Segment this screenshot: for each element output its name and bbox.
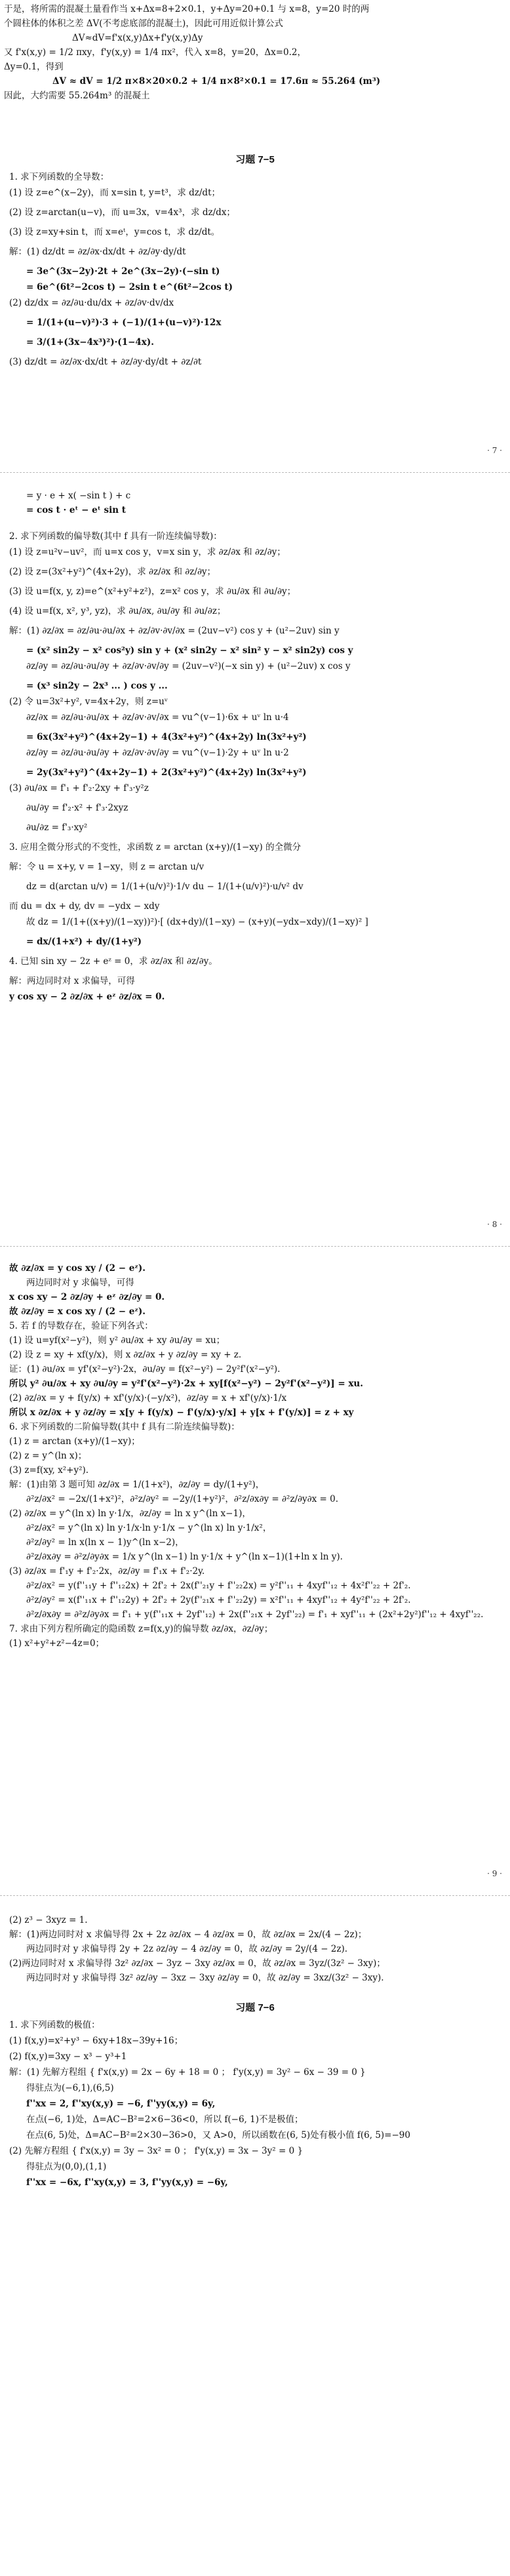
page-section-p9 [0, 1908, 510, 2576]
page-section-p8 [0, 1259, 510, 1908]
text-line: f''xx = −6x, f''xy(x,y) = 3, f''yy(x,y) = −6y, [26, 2177, 228, 2188]
text-line: dz = d(arctan u/v) = 1/(1+(u/v)²)·1/v du − 1/(1+(u/v)²)·u/v² dv [26, 881, 304, 892]
text-line: (2) z³ − 3xyz = 1. [9, 1915, 88, 1925]
text-line: 5. 若 f 的导数存在，验证下列各式： [9, 1321, 153, 1331]
text-line: ∂z/∂y = ∂z/∂u·∂u/∂y + ∂z/∂v·∂v/∂y = (2uv−v²)(−x sin y) + (u²−2uv) x cos y [26, 661, 351, 672]
text-line: 所以 x ∂z/∂x + y ∂z/∂y = x[y + f(y/x) − f'(y/x)·y/x] + y[x + f'(y/x)] = z + xy [9, 1407, 354, 1418]
text-line: ΔV≈dV=f'x(x,y)Δx+f'y(x,y)Δy [72, 33, 203, 43]
text-line: (2) f(x,y)=3xy − x³ − y³+1 [9, 2051, 127, 2062]
text-line: 7. 求由下列方程所确定的隐函数 z=f(x,y)的偏导数 ∂z/∂x，∂z/∂y； [9, 1624, 273, 1634]
text-line: 得驻点为(−6,1),(6,5) [26, 2083, 114, 2093]
text-line: y cos xy − 2 ∂z/∂x + eᶻ ∂z/∂x = 0. [9, 992, 165, 1002]
text-line: = 3/(1+(3x−4x³)²)·(1−4x). [26, 337, 154, 348]
text-line: 在点(−6, 1)处，Δ=AC−B²=2×6−36<0，所以 f(−6, 1)不是极值； [26, 2114, 304, 2125]
page-separator [0, 1895, 510, 1896]
text-line: 两边同时对 y 求偏导得 3z² ∂z/∂y − 3xz − 3xy ∂z/∂y = 0，故 ∂z/∂y = 3xz/(3z² − 3xy). [26, 1973, 384, 1983]
text-line: 故 ∂z/∂y = x cos xy / (2 − eᶻ). [9, 1306, 146, 1317]
text-line: = 3e^(3x−2y)·2t + 2e^(3x−2y)·(−sin t) [26, 266, 220, 277]
text-line: 在点(6, 5)处，Δ=AC−B²=2×30−36>0，又 A>0，所以函数在(6, 5)处有极小值 f(6, 5)=−90 [26, 2130, 410, 2141]
text-line: = 6e^(6t²−2cos t) − 2sin t e^(6t²−2cos t) [26, 282, 233, 292]
text-line: 解：(1) 先解方程组 { f'x(x,y) = 2x − 6y + 18 = 0 ； f'y(x,y) = 3y² − 6x − 39 = 0 } [9, 2067, 366, 2078]
text-line: ∂²z/∂x∂y = ∂²z/∂y∂x = 1/x y^(ln x−1) ln y·1/x + y^(ln x−1)(1+ln x ln y). [26, 1552, 343, 1562]
text-line: 又 f'x(x,y) = 1/2 πxy，f'y(x,y) = 1/4 πx²，代入 x=8，y=20，Δx=0.2， [4, 47, 306, 58]
page-section-p7 [0, 485, 510, 1259]
text-line: (2) 设 z=(3x²+y²)^(4x+2y)，求 ∂z/∂x 和 ∂z/∂y； [9, 567, 216, 577]
text-line: ∂z/∂y = ∂z/∂u·∂u/∂y + ∂z/∂v·∂v/∂y = vu^(v−1)·2y + uᵛ ln u·2 [26, 748, 289, 758]
text-line: 个圆柱体的体积之差 ΔV(不考虑底部的混凝土)，因此可用近似计算公式 [4, 18, 283, 29]
text-line: (1) z = arctan (x+y)/(1−xy)； [9, 1436, 140, 1447]
text-line: (3) 设 u=f(x, y, z)=e^(x²+y²+z²)，z=x² cos y，求 ∂u/∂x 和 ∂u/∂y； [9, 586, 296, 597]
text-line: f''xx = 2, f''xy(x,y) = −6, f''yy(x,y) = 6y, [26, 2099, 216, 2109]
text-line: (2) z = y^(ln x)； [9, 1451, 87, 1461]
text-line: = y · e + x( −sin t ) + c [26, 491, 131, 501]
text-line: (4) 设 u=f(x, x², y³, yz)，求 ∂u/∂x, ∂u/∂y 和 ∂u/∂z； [9, 606, 226, 616]
page-separator [0, 472, 510, 473]
text-line: 两边同时对 y 求偏导，可得 [26, 1278, 134, 1288]
text-line: = 6x(3x²+y²)^(4x+2y−1) + 4(3x²+y²)^(4x+2y) ln(3x²+y²) [26, 732, 307, 742]
text-line: 得驻点为(0,0),(1,1) [26, 2162, 107, 2172]
text-line: = (x² sin2y − x² cos²y) sin y + (x² sin2y − x² sin² y − x² sin2y) cos y [26, 645, 353, 656]
text-line: (1) 设 z=e^(x−2y)，而 x=sin t, y=t³，求 dz/dt； [9, 188, 220, 198]
text-line: (2) 设 z=arctan(u−v)，而 u=3x，v=4x³，求 dz/dx； [9, 207, 235, 218]
text-line: = cos t · eᵗ − eᵗ sin t [26, 505, 126, 515]
text-line: (2)两边同时对 x 求偏导得 3z² ∂z/∂x − 3yz − 3xy ∂z/∂x = 0，故 ∂z/∂x = 3yz/(3z² − 3xy)； [9, 1958, 385, 1969]
text-line: ∂²z/∂y² = x(f''₁₁x + f''₁₂2y) + 2f'₂ + 2y(f''₂₁x + f''₂₂2y) = x²f''₁₁ + 4xyf''₁₂ + 4y²f''₂₂ + 2f'₂. [26, 1595, 411, 1605]
text-line: ∂²z/∂y² = ln x(ln x − 1)y^(ln x−2)， [26, 1537, 184, 1548]
text-line: 解：两边同时对 x 求偏导，可得 [9, 976, 135, 986]
text-line: (3) ∂z/∂x = f'₁y + f'₂·2x，∂z/∂y = f'₁x + f'₂·2y. [9, 1566, 205, 1577]
text-line: (2) ∂z/∂x = y^(ln x) ln y·1/x，∂z/∂y = ln x y^(ln x−1)， [9, 1508, 251, 1519]
text-line: (1) 设 z=u²v−uv²，而 u=x cos y，v=x sin y，求 ∂z/∂x 和 ∂z/∂y； [9, 547, 286, 557]
text-line: 6. 求下列函数的二阶偏导数(其中 f 具有二阶连续偏导数)： [9, 1422, 240, 1432]
text-line: (2) dz/dx = ∂z/∂u·du/dx + ∂z/∂v·dv/dx [9, 298, 174, 308]
text-line: (1) x²+y²+z²−4z=0； [9, 1638, 105, 1649]
text-line: (2) 令 u=3x²+y², v=4x+2y，则 z=uᵛ [9, 696, 168, 707]
text-line: (3) ∂u/∂x = f'₁ + f'₂·2xy + f'₃·y²z [9, 783, 149, 794]
text-line: 1. 求下列函数的全导数： [9, 172, 109, 182]
text-line: ∂²z/∂x∂y = ∂²z/∂y∂x = f'₁ + y(f''₁₁x + 2yf''₁₂) + 2x(f''₂₁x + 2yf''₂₂) = f'₁ + xyf''₁₁ + (2x²+2y²)f''₁₂ + 4xyf''₂₂. [26, 1609, 484, 1620]
text-line: (1) f(x,y)=x²+y³ − 6xy+18x−39y+16； [9, 2036, 184, 2046]
text-line: 3. 应用全微分形式的不变性，求函数 z = arctan (x+y)/(1−xy) 的全微分 [9, 842, 302, 853]
text-line: 解：(1) ∂z/∂x = ∂z/∂u·∂u/∂x + ∂z/∂v·∂v/∂x = (2uv−v²) cos y + (u²−2uv) sin y [9, 626, 340, 636]
text-line: = 2y(3x²+y²)^(4x+2y−1) + 2(3x²+y²)^(4x+2y) ln(3x²+y²) [26, 767, 307, 778]
text-line: 因此，大约需要 55.264m³ 的混凝土 [4, 91, 150, 101]
page-number: · 8 · [487, 1220, 502, 1229]
text-line: 解：(1)由第 3 题可知 ∂z/∂x = 1/(1+x²)，∂z/∂y = dy/(1+y²)， [9, 1479, 265, 1490]
text-line: ∂u/∂z = f'₃·xy² [26, 822, 88, 833]
text-line: 解：令 u = x+y, v = 1−xy，则 z = arctan u/v [9, 862, 205, 872]
text-line: 4. 已知 sin xy − 2z + eᶻ = 0，求 ∂z/∂x 和 ∂z/∂y。 [9, 956, 218, 967]
text-line: 1. 求下列函数的极值： [9, 2020, 100, 2030]
page-number: · 7 · [487, 446, 502, 455]
text-line: 2. 求下列函数的偏导数(其中 f 具有一阶连续偏导数)： [9, 531, 222, 542]
text-line: ∂²z/∂x² = y^(ln x) ln y·1/x·ln y·1/x − y^(ln x) ln y·1/x²， [26, 1523, 272, 1533]
text-line: ΔV ≈ dV = 1/2 π×8×20×0.2 + 1/4 π×8²×0.1 = 17.6π ≈ 55.264 (m³) [52, 76, 381, 87]
text-line: 解：(1)两边同时对 x 求偏导得 2x + 2z ∂z/∂x − 4 ∂z/∂x = 0，故 ∂z/∂x = 2x/(4 − 2z)； [9, 1929, 367, 1940]
text-line: = dx/(1+x²) + dy/(1+y²) [26, 936, 142, 947]
text-line: 而 du = dx + dy, dv = −ydx − xdy [9, 901, 160, 912]
text-line: (2) ∂z/∂x = y + f(y/x) + xf'(y/x)·(−y/x²)，∂z/∂y = x + xf'(y/x)·1/x [9, 1393, 287, 1403]
section-title: 习题 7−5 [235, 154, 275, 165]
page-number: · 9 · [487, 1869, 502, 1878]
page-section-p6 [0, 0, 510, 485]
text-line: (2) 设 z = xy + xf(y/x)，则 x ∂z/∂x + y ∂z/∂y = xy + z. [9, 1350, 242, 1360]
text-line: (2) 先解方程组 { f'x(x,y) = 3y − 3x² = 0 ； f'y(x,y) = 3x − 3y² = 0 } [9, 2146, 304, 2156]
text-line: 故 ∂z/∂x = y cos xy / (2 − eᶻ). [9, 1263, 146, 1274]
text-line: ∂u/∂y = f'₂·x² + f'₃·2xyz [26, 803, 128, 813]
text-line: 于是，将所需的混凝土量看作当 x+Δx=8+2×0.1，y+Δy=20+0.1 与 x=8，y=20 时的两 [4, 4, 370, 14]
text-line: ∂²z/∂x² = −2x/(1+x²)²，∂²z/∂y² = −2y/(1+y²)²，∂²z/∂x∂y = ∂²z/∂y∂x = 0. [26, 1494, 338, 1504]
text-line: Δy=0.1，得到 [4, 62, 64, 72]
text-line: ∂z/∂x = ∂z/∂u·∂u/∂x + ∂z/∂v·∂v/∂x = vu^(v−1)·6x + uᵛ ln u·4 [26, 712, 289, 723]
text-line: = 1/(1+(u−v)²)·3 + (−1)/(1+(u−v)²)·12x [26, 317, 222, 328]
text-line: ∂²z/∂x² = y(f''₁₁y + f''₁₂2x) + 2f'₂ + 2x(f''₂₁y + f''₂₂2x) = y²f''₁₁ + 4xyf''₁₂ + 4x²f''₂₂ + 2f'₂. [26, 1580, 411, 1591]
text-line: (1) 设 u=yf(x²−y²)，则 y² ∂u/∂x + xy ∂u/∂y = xu； [9, 1335, 226, 1346]
text-line: 证：(1) ∂u/∂x = yf'(x²−y²)·2x，∂u/∂y = f(x²−y²) − 2y²f'(x²−y²). [9, 1364, 281, 1375]
page-separator [0, 1246, 510, 1247]
section-title: 习题 7−6 [235, 2002, 275, 2013]
text-line: = (x³ sin2y − 2x³ ... ) cos y ... [26, 681, 168, 691]
text-line: 所以 y² ∂u/∂x + xy ∂u/∂y = y²f'(x²−y²)·2x + xy[f(x²−y²) − 2y²f'(x²−y²)] = xu. [9, 1379, 363, 1389]
text-line: x cos xy − 2 ∂z/∂y + eᶻ ∂z/∂y = 0. [9, 1292, 165, 1302]
text-line: (3) 设 z=xy+sin t，而 x=eᵗ，y=cos t，求 dz/dt。 [9, 227, 220, 237]
text-line: (3) dz/dt = ∂z/∂x·dx/dt + ∂z/∂y·dy/dt + ∂z/∂t [9, 357, 202, 367]
text-line: 解：(1) dz/dt = ∂z/∂x·dx/dt + ∂z/∂y·dy/dt [9, 247, 186, 257]
text-line: 故 dz = 1/(1+((x+y)/(1−xy))²)·[ (dx+dy)/(1−xy) − (x+y)(−ydx−xdy)/(1−xy)² ] [26, 917, 368, 927]
text-line: (3) z=f(xy, x²+y²). [9, 1465, 89, 1476]
text-line: 两边同时对 y 求偏导得 2y + 2z ∂z/∂y − 4 ∂z/∂y = 0，故 ∂z/∂y = 2y/(4 − 2z). [26, 1944, 348, 1954]
